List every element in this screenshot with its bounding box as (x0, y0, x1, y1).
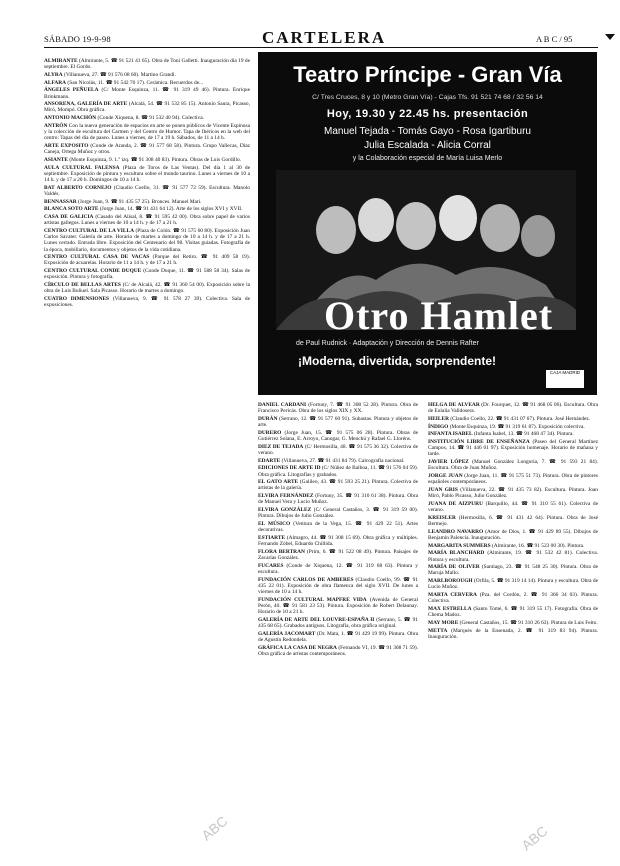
listing-entry (428, 439, 598, 457)
listing-entry-text: (Fortuny, 7. ☎ 91 308 52 28). Pintura. Obra de Francisco Pericás. Obra de los siglos XIX y XX. (258, 402, 418, 415)
listing-entry-name: JORGE JUAN (428, 473, 463, 480)
listing-entry (428, 550, 598, 562)
listing-entry (428, 543, 598, 549)
issue-date: SÁBADO 19-9-98 (44, 34, 111, 44)
listing-entry (428, 459, 598, 471)
listing-entry (428, 402, 598, 414)
listing-entry (428, 431, 598, 437)
listing-entry-name: ARTE EXPOSITO (44, 143, 89, 150)
listing-entry-name: ALMIRANTE (44, 58, 78, 64)
listing-entry (44, 123, 250, 141)
listing-entry (428, 564, 598, 576)
listing-entry (258, 645, 418, 657)
listing-entry (44, 58, 250, 70)
listing-entry-name: ANTRÓN (44, 122, 68, 129)
listing-entry (44, 143, 250, 155)
listing-entry-text: (Amor de Dios, 1. ☎ 91 429 89 55). Dibujos de Benjamín Palencia. Inauguración. (428, 528, 598, 541)
listing-entry-text: (Plaza de Toros de Las Ventas). Del día 1 al 30 de septiembre. Exposición de pintura y escultura sobre el mundo taurino. Lunes a viernes de 10 a 14 h. y de 17 a 20 h. Domingos de 10 a 14 h. (44, 164, 250, 183)
listing-entry-name: MARLBOROUGH (428, 578, 473, 585)
listing-entry-name: ELVIRA FERNÁNDEZ (258, 493, 314, 500)
listing-entry-name: ÍNDIGO (428, 423, 449, 430)
listing-entry-name: DANIEL CARDANI (258, 402, 307, 408)
listing-entry-name: FLORA BERTRAN (258, 548, 305, 555)
listing-entry-text: (Almirante, 19. ☎ 91 532 42 81). Colectiva. Pintura y escultura. (428, 550, 598, 563)
listing-entry (258, 458, 418, 464)
ad-theatre-name: Teatro Príncipe - Gran Vía (293, 62, 562, 87)
listing-entry (44, 165, 250, 183)
page-header (0, 0, 620, 46)
listing-entry-text: (C/ Hermosilla, 48. ☎ 91 575 36 32). Colectiva de verano. (258, 443, 418, 456)
listing-entry (44, 206, 250, 212)
listing-entry-text: (Claudio Coello, 99. ☎ 91 435 22 01). Exposición de obra flamenca del siglo XVII. De lunes a viernes de 10 a 14 h. (258, 576, 418, 595)
listing-entry (428, 578, 598, 590)
listing-entry-name: ANSORENA, GALERÍA DE ARTE (44, 101, 128, 108)
listing-entry-name: GRÁFICA LA CASA DE NEGRA (258, 644, 337, 651)
listing-entry-name: LEANDRO NAVARRO (428, 528, 484, 535)
listing-entry (258, 479, 418, 491)
listing-entry-text: (Dr. Mata, 1. ☎ 91 429 19 99). Pintura. Obra de Agustín Redondela. (258, 630, 418, 643)
listing-entry-text: (Monte Esquinza, 19. ☎ 91 319 61 87). Exposición colectiva. (449, 423, 585, 430)
listing-entry-name: CENTRO CULTURAL CASA DE VACAS (44, 254, 150, 261)
listing-entry-text: (Fernando VI, 19. ☎ 91 308 71 59). Obra gráfica de artistas contemporáneos. (258, 644, 418, 657)
listing-entry (44, 87, 250, 99)
listing-entry (44, 157, 250, 163)
listing-entry (258, 597, 418, 615)
watermark-stamp: ABC (518, 822, 551, 854)
listing-entry-text: (Ventura de la Vega, 15. ☎ 91 429 22 51). Artes decorativas. (258, 521, 418, 534)
listing-entry-text: (Barquillo, 44. ☎ 91 310 55 61). Colectiva de verano. (428, 500, 598, 514)
listing-entry-name: EL GATO ARTE (258, 479, 299, 486)
listing-entry-text: (C/ Monte Esquinza, 11. ☎ 91 319 49 46). Pintura. Enrique Brinkmann. (44, 87, 250, 100)
listing-entry-text: (Conde de Xiquena, 12. ☎ 91 319 08 63). Pintura y escultura. (258, 562, 418, 575)
listing-entry (428, 606, 598, 618)
listing-entry (258, 507, 418, 519)
listing-entry (428, 515, 598, 527)
listing-entry-name: MARGARITA SUMMERS (428, 542, 491, 549)
listing-entry-name: HELGA DE ALVEAR (428, 402, 480, 408)
listing-entry-text: (Villanueva, 27. ☎ 91 576 08 60). Martino Grandi. (64, 71, 176, 78)
listing-entry (428, 592, 598, 604)
listing-entry-name: CENTRO CULTURAL DE LA VILLA (44, 228, 134, 235)
listing-entry (44, 115, 250, 121)
ad-tagline: ¡Moderna, divertida, sorprendente! (298, 354, 497, 368)
listing-entry-name: KREISLER (428, 514, 456, 521)
listing-entry-name: GALERÍA JACOMART (258, 630, 316, 637)
ad-play-title: Otro Hamlet (324, 293, 554, 338)
listing-entry (44, 228, 250, 253)
listing-entry-text: (Monte Esquinza, 9. 1.º izq. ☎ 91 308 40 83). Pintura. Obras de Luis Gordillo. (69, 156, 242, 163)
corner-marker-icon (605, 34, 615, 40)
listing-entry-name: AULA CULTURAL FALENSA (44, 164, 120, 171)
listing-entry-name: EDICIONES DE ARTE ID (258, 465, 321, 472)
listing-entry (44, 199, 250, 205)
listing-entry-text: (Claudio Coello, 22. ☎ 91 431 07 67). Pintura. José Hernández. (450, 415, 591, 422)
listing-entry (258, 465, 418, 477)
listing-entry-name: GALERÍA DE ARTE DEL LOUVRE-ESPAÑA II (258, 616, 375, 623)
ad-showtimes: Hoy, 19.30 y 22.45 hs. presentación (326, 108, 529, 120)
listing-entry-name: DURERO (258, 429, 282, 436)
listing-entry (44, 282, 250, 294)
listing-entry-text: (Villanueva, 22. ☎ 91 435 73 82). Escultura. Pintura. Joan Miró, Pablo Picasso, Julio González. (428, 487, 598, 500)
listing-entry-text: (Manuel González Longoria, 7. ☎ 91 593 21 84). Escultura. Obra de Juan Muñoz. (428, 459, 598, 472)
listing-entry-name: MARÍA DE OLIVER (428, 564, 480, 571)
listing-entry-text: (Almirante, 16. ☎ 91 523 00 30). Pintura. (492, 542, 585, 549)
listing-entry-text: (C/ Núñez de Balboa, 11. ☎ 91 576 04 59). Obra gráfica. Litografías y grabados. (258, 465, 418, 478)
listing-entry (428, 628, 598, 640)
listing-entry (44, 101, 250, 113)
listing-entry (258, 521, 418, 533)
listing-entry (428, 529, 598, 541)
listing-entry (258, 416, 418, 428)
listing-entry (258, 444, 418, 456)
listing-entry-name: ALFARA (44, 79, 67, 86)
listing-entry (258, 631, 418, 643)
listing-entry (258, 617, 418, 629)
listing-entry-text: (Santo Tomé, 6. ☎ 91 319 55 17). Fotografía. Obra de Chema Madoz. (428, 606, 598, 619)
listing-entry-name: JUANA DE AIZPURU (428, 500, 483, 507)
ad-sponsor-logo: CAJA MADRID (546, 370, 584, 388)
listing-entry-name: ANTONIO MACHÓN (44, 115, 97, 122)
listing-entry-text: (Jorge Juan, 15. ☎ 91 575 06 28). Pintura. Obras de Gutiérrez Solana, E. Arroyo, Canogar, G. Menchú y Rafael G. Lloréns. (258, 429, 418, 442)
listing-entry-name: EL MÚSICO (258, 521, 291, 527)
listing-entry-name: CÍRCULO DE BELLAS ARTES (44, 282, 121, 289)
listing-entry-name: FUNDACIÓN CARLOS DE AMBERES (258, 576, 354, 583)
listing-entry (428, 501, 598, 513)
listing-entry-text: (C/ General Castaños, 3. ☎ 91 319 59 00). Pintura. Dibujos de Julio González. (258, 507, 418, 520)
listing-entry-text: (Jorge Juan, 14. ☎ 91 431 64 12). Arte de los siglos XVI y XVII. (99, 206, 243, 213)
listing-entry (258, 493, 418, 505)
listing-entry-text: (Casado del Alisal, 8. ☎ 91 595 42 00). Obra sobre papel de varios artistas gallegos. Lunes a viernes de 10 a 14 h. y de 17 a 21 h. (44, 214, 250, 227)
listing-column-1 (44, 58, 250, 864)
listing-entry-name: ELVIRA GONZÁLEZ (258, 507, 312, 514)
listing-entry (44, 268, 250, 280)
listing-entry (428, 416, 598, 422)
listing-entry (258, 549, 418, 561)
listing-entry-text: (Villanueva, 9. ☎ 91 578 27 39). Colectiva. Sala de exposiciones. (44, 296, 250, 309)
listing-entry-text: (Dr. Fourquet, 12. ☎ 91 468 05 06). Escultura. Obra de Eulalia Valldosera. (428, 402, 598, 415)
listing-entry-name: CUATRO DIMENSIONES (44, 296, 110, 302)
listing-entry-text: (General Castaños, 15. ☎ 91 310 26 63). Pintura de Luis Feito. (459, 619, 598, 626)
listing-entry (44, 254, 250, 266)
ad-cast-line-3: y la Colaboración especial de María Luisa Merlo (352, 155, 503, 162)
listing-entry-name: ÁNGELES PEÑUELA (44, 87, 99, 94)
listing-entry (44, 72, 250, 78)
listing-entry-text: (Villanueva, 27. ☎ 91 431 84 79). Calcografía nacional. (281, 457, 405, 464)
listing-entry-text: (Prim, 6. ☎ 91 522 08 49). Pintura. Paisajes de Zacarías González. (258, 548, 418, 561)
listing-entry-text: (San Nicolás, 11. ☎ 91 542 70 17). Cerámica. Recuerdos de... (67, 79, 204, 86)
listing-entry-text: (Pza. del Cordón, 2. ☎ 91 366 34 03). Pintura. Colectiva. (428, 592, 598, 605)
listing-entry (428, 424, 598, 430)
listing-column-2 (258, 402, 418, 864)
listing-entry-text: (Almagro, 44. ☎ 91 308 15 69). Obra gráfica y múltiples. Fernando Zóbel, Eduardo Chillida. (258, 534, 418, 548)
listing-entry-name: JUAN GRIS (428, 487, 458, 494)
listing-entry-text: (Conde Xiquena, 8. ☎ 91 532 40 94). Colectiva. (97, 115, 204, 122)
listing-entry-text: (Hermosilla, 6. ☎ 91 431 42 64). Pintura. Obra de José Bermejo. (428, 514, 598, 527)
theatre-advertisement (258, 52, 597, 395)
listing-entry-text: (Conde de Aranda, 2. ☎ 91 577 68 58). Pintura. Grupo Vallecas, Díaz Caneja, Ortega Muñoz y otros. (44, 143, 250, 156)
page-number: A B C / 95 (536, 34, 573, 44)
listing-entry-name: INFANTA ISABEL (428, 431, 473, 438)
listing-entry-text: (Parque del Retiro. ☎ 91 409 58 19). Exposición de acuarelas. Horario de 11 a 14 h. y de 17 a 21 h. (44, 254, 250, 267)
listing-entry-name: EDARTE (258, 457, 281, 464)
listing-entry (428, 487, 598, 499)
listing-entry-text: (Serrano, 12. ☎ 91 577 60 91). Subastas. Pintura y objetos de arte. (258, 415, 418, 429)
section-title: CARTELERA (262, 28, 387, 47)
listing-entry-text: (Avenida de General Perón, 40. ☎ 91 581 23 53). Pintura. Exposición de Robert Delaunay. Horario de 10 a 21 h. (258, 596, 418, 615)
listing-entry-name: FUCARES (258, 562, 284, 569)
listing-entry-name: MAX ESTRELLA (428, 606, 472, 613)
ad-cast-line-1: Manuel Tejada - Tomás Gayo - Rosa Igartiburu (324, 126, 531, 137)
listing-entry (258, 402, 418, 414)
listing-entry-name: DURÁN (258, 415, 278, 422)
ad-cast-line-2: Julia Escalada - Alicia Corral (364, 140, 491, 151)
listing-entry-text: (Almirante, 5. ☎ 91 521 41 65). Obra de Toni Galletti. Inauguración día 19 de septiembre. El Gordo. (44, 58, 250, 71)
listing-entry-text: (Jorge Juan, 11. ☎ 91 575 51 73). Pintura. Obra de pintores españoles contemporáneos. (428, 473, 598, 486)
listing-entry (428, 473, 598, 485)
listing-entry-text: (Serrano, 5. ☎ 91 435 68 65). Grabados antiguos. Litografía, obra gráfica original. (258, 616, 418, 629)
listing-entry-name: BAT ALBERTO CORNEJO (44, 184, 112, 191)
listing-entry-name: CENTRO CULTURAL CONDE DUQUE (44, 268, 142, 275)
listing-entry (258, 577, 418, 595)
listing-entry-text: (Santiago, 23. ☎ 91 548 25 30). Pintura. Obra de Maruja Mallo. (428, 564, 598, 577)
header-rule (44, 47, 598, 48)
listing-entry-text: (Paseo del General Martínez Campos, 14. ☎ 91 446 01 97). Exposición homenaje. Horario de mañana y tarde. (428, 439, 598, 458)
listing-entry-name: ALYRA (44, 71, 63, 78)
listing-entry-text: (C/ de Alcalá, 42. ☎ 91 360 54 00). Exposición sobre la obra de Luis Buñuel. Sala Picasso. Horario de martes a domingo. (44, 282, 250, 295)
listing-entry-name: ESTIARTE (258, 534, 286, 541)
listing-entry-name: CASA DE GALICIA (44, 214, 94, 221)
listing-entry-name: MAY MORE (428, 619, 459, 626)
listing-entry-text: (Infanta Isabel, 13. ☎ 91 468 47 34). Pintura. (473, 431, 574, 438)
listing-entry-text: Con la nueva generación de espacios en arte se ponen públicos de Vicente Espinosa y la colección de escultura del Carmen y del Centro de Humor. Tapa de Ibéricos en la web del centro: Tapas del día de paseo. Lunes a viernes, de 17 a 19 h. Sábados, de 11 a 14 h. (44, 122, 250, 142)
listing-column-3 (428, 402, 598, 864)
listing-entry-text: (Claudio Coello, 31. ☎ 91 577 72 59). Escultura. Manolo Valdés. (44, 184, 250, 197)
listing-entry-name: MARÍA BLANCHARD (428, 550, 485, 557)
listing-entry-text: (Jorge Juan, 9. ☎ 91 435 57 25). Bronces. Manuel Mari. (78, 198, 202, 205)
ad-credits: de Paul Rudnick · Adaptación y Dirección de Dennis Rafter (296, 340, 479, 347)
listing-entry (44, 80, 250, 86)
listing-entry (44, 185, 250, 197)
listing-entry-text: (Marqués de la Ensenada, 2. ☎ 91 319 83 94). Pintura. Inauguración. (428, 627, 598, 640)
listing-entry-name: BENNASSAR (44, 198, 77, 205)
listing-entry-name: MARTA CERVERA (428, 592, 477, 599)
listing-entry-name: HEILER (428, 415, 449, 422)
listing-entry-text: (Alcalá, 54. ☎ 91 532 85 15). Antonio Saura, Picasso, Miró, Mompó. Obra gráfica. (44, 101, 250, 114)
listing-entry-name: DIEZ DE TEJADA (258, 443, 304, 450)
listing-entry (44, 296, 250, 308)
listing-entry (44, 214, 250, 226)
listing-entry-name: INSTITUCIÓN LIBRE DE ENSEÑANZA (428, 439, 530, 446)
listing-entry (428, 620, 598, 626)
listing-entry-text: (Conde Duque, 11. ☎ 91 588 58 34). Salas de exposición. Pintura y fotografía. (44, 268, 250, 281)
ad-address: C/ Tres Cruces, 8 y 10 (Metro Gran Vía) - Cajas Tfs. 91 521 74 68 / 32 56 14 (312, 94, 543, 101)
listing-entry-text: (Galileo, 43. ☎ 91 593 25 21). Pintura. Colectiva de artistas de la galería. (258, 479, 418, 492)
listing-entry-name: FUNDACIÓN CULTURAL MAPFRE VIDA (258, 596, 367, 603)
listing-entry (258, 563, 418, 575)
listing-entry-text: (Plaza de Colón. ☎ 91 575 60 80). Exposición Juan Carlos Savater. Galería de arte. Horario de martes a domingo de 10 a 14 h. y de 17 a 21 h. Lunes cerrado. Entrada libre. Exposición del Centenario del 98. Visitas guiadas. Fotografía de la época, mobiliario, documentos y objetos de la vida cotidiana. (44, 228, 250, 253)
listing-entry-name: ASIANTE (44, 156, 68, 163)
listing-entry (258, 430, 418, 442)
listing-entry-name: BLANCA SOTO ARTE (44, 206, 99, 213)
listing-entry-text: (Orfila, 5. ☎ 91 319 14 14). Pintura y escultura. Obra de Lucio Muñoz. (428, 578, 598, 591)
listing-entry-text: (Fortuny, 35. ☎ 91 310 61 38). Pintura. Obra de Manuel Vera y Lucio Muñoz. (258, 493, 418, 506)
listing-entry-name: METTA (428, 627, 448, 634)
listing-entry (258, 535, 418, 547)
watermark-stamp: ABC (198, 812, 231, 844)
listing-entry-name: JAVIER LÓPEZ (428, 459, 469, 466)
